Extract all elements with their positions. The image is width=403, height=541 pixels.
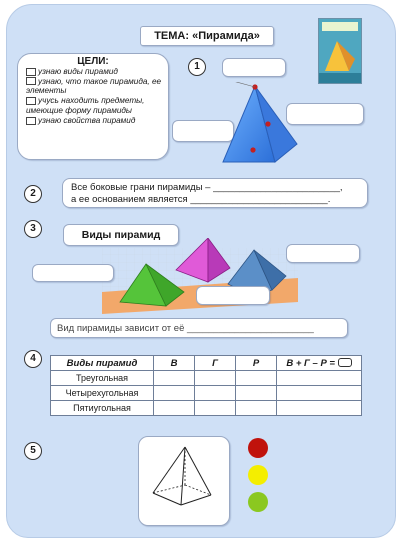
step-number-2: 2 <box>24 185 42 203</box>
table-header: В <box>154 356 195 371</box>
table-input-cell[interactable] <box>236 371 277 386</box>
table-input-cell[interactable] <box>195 386 236 401</box>
step-number-1: 1 <box>188 58 206 76</box>
answer-callout-apex[interactable] <box>222 58 286 77</box>
goal-item[interactable]: учусь находить предметы, имеющие форму пирамиды <box>26 96 145 115</box>
checkbox-icon[interactable] <box>26 97 36 105</box>
table-header: В + Г – Р = <box>277 356 362 371</box>
table-header-row <box>51 356 362 371</box>
table-input-cell[interactable] <box>277 386 362 401</box>
table-row <box>51 386 362 401</box>
wireframe-pyramid-box <box>138 436 230 526</box>
fill-in-sentence-box[interactable] <box>62 178 368 208</box>
answer-callout-type-middle[interactable] <box>196 286 270 305</box>
goals-heading: ЦЕЛИ: <box>77 56 109 67</box>
dependence-sentence[interactable]: Вид пирамиды зависит от её ________________________ <box>50 318 348 338</box>
table-cell: Пятиугольная <box>51 401 154 416</box>
table-input-cell[interactable] <box>154 371 195 386</box>
step-number-5: 5 <box>24 442 42 460</box>
step-number-4: 4 <box>24 350 42 368</box>
table-header: Г <box>195 356 236 371</box>
table-row <box>51 401 362 416</box>
euler-table <box>50 355 362 419</box>
sentence-line-1: Все боковые грани пирамиды – ________________________, <box>71 182 343 193</box>
step-number-3: 3 <box>24 220 42 238</box>
table-input-cell[interactable] <box>277 371 362 386</box>
table-cell: Треугольная <box>51 371 154 386</box>
table-input-cell[interactable] <box>195 401 236 416</box>
pyramid-types-heading: Виды пирамид <box>63 224 179 246</box>
goal-item[interactable]: узнаю свойства пирамид <box>26 116 164 126</box>
table-input-cell[interactable] <box>154 401 195 416</box>
traffic-light-green[interactable] <box>248 492 268 512</box>
textbook-cover-image <box>318 18 362 84</box>
pyramid-diagram <box>215 82 300 164</box>
sentence-line-2: а ее основанием является __________________________. <box>71 194 331 205</box>
table-input-cell[interactable] <box>236 401 277 416</box>
table-header: Р <box>236 356 277 371</box>
wireframe-pyramid-diagram <box>139 437 229 525</box>
table-input-cell[interactable] <box>195 371 236 386</box>
checkbox-icon[interactable] <box>26 68 36 76</box>
page-title: ТЕМА: «Пирамида» <box>140 26 274 46</box>
table-input-cell[interactable] <box>236 386 277 401</box>
goals-box <box>17 53 169 160</box>
table-input-cell[interactable] <box>154 386 195 401</box>
goal-item[interactable]: узнаю, что такое пирамида, ее элементы <box>26 76 162 96</box>
table-row <box>51 371 362 386</box>
traffic-light-yellow[interactable] <box>248 465 268 485</box>
table-header: Виды пирамид <box>51 356 154 371</box>
goal-item[interactable]: узнаю виды пирамид <box>26 67 164 77</box>
answer-callout-type-right[interactable] <box>286 244 360 263</box>
checkbox-icon[interactable] <box>26 117 36 125</box>
table-input-cell[interactable] <box>277 401 362 416</box>
checkbox-icon[interactable] <box>26 77 36 85</box>
blank-oval-icon <box>338 358 352 367</box>
table-cell: Четырехугольная <box>51 386 154 401</box>
traffic-light-red[interactable] <box>248 438 268 458</box>
answer-callout-type-left[interactable] <box>32 264 114 282</box>
